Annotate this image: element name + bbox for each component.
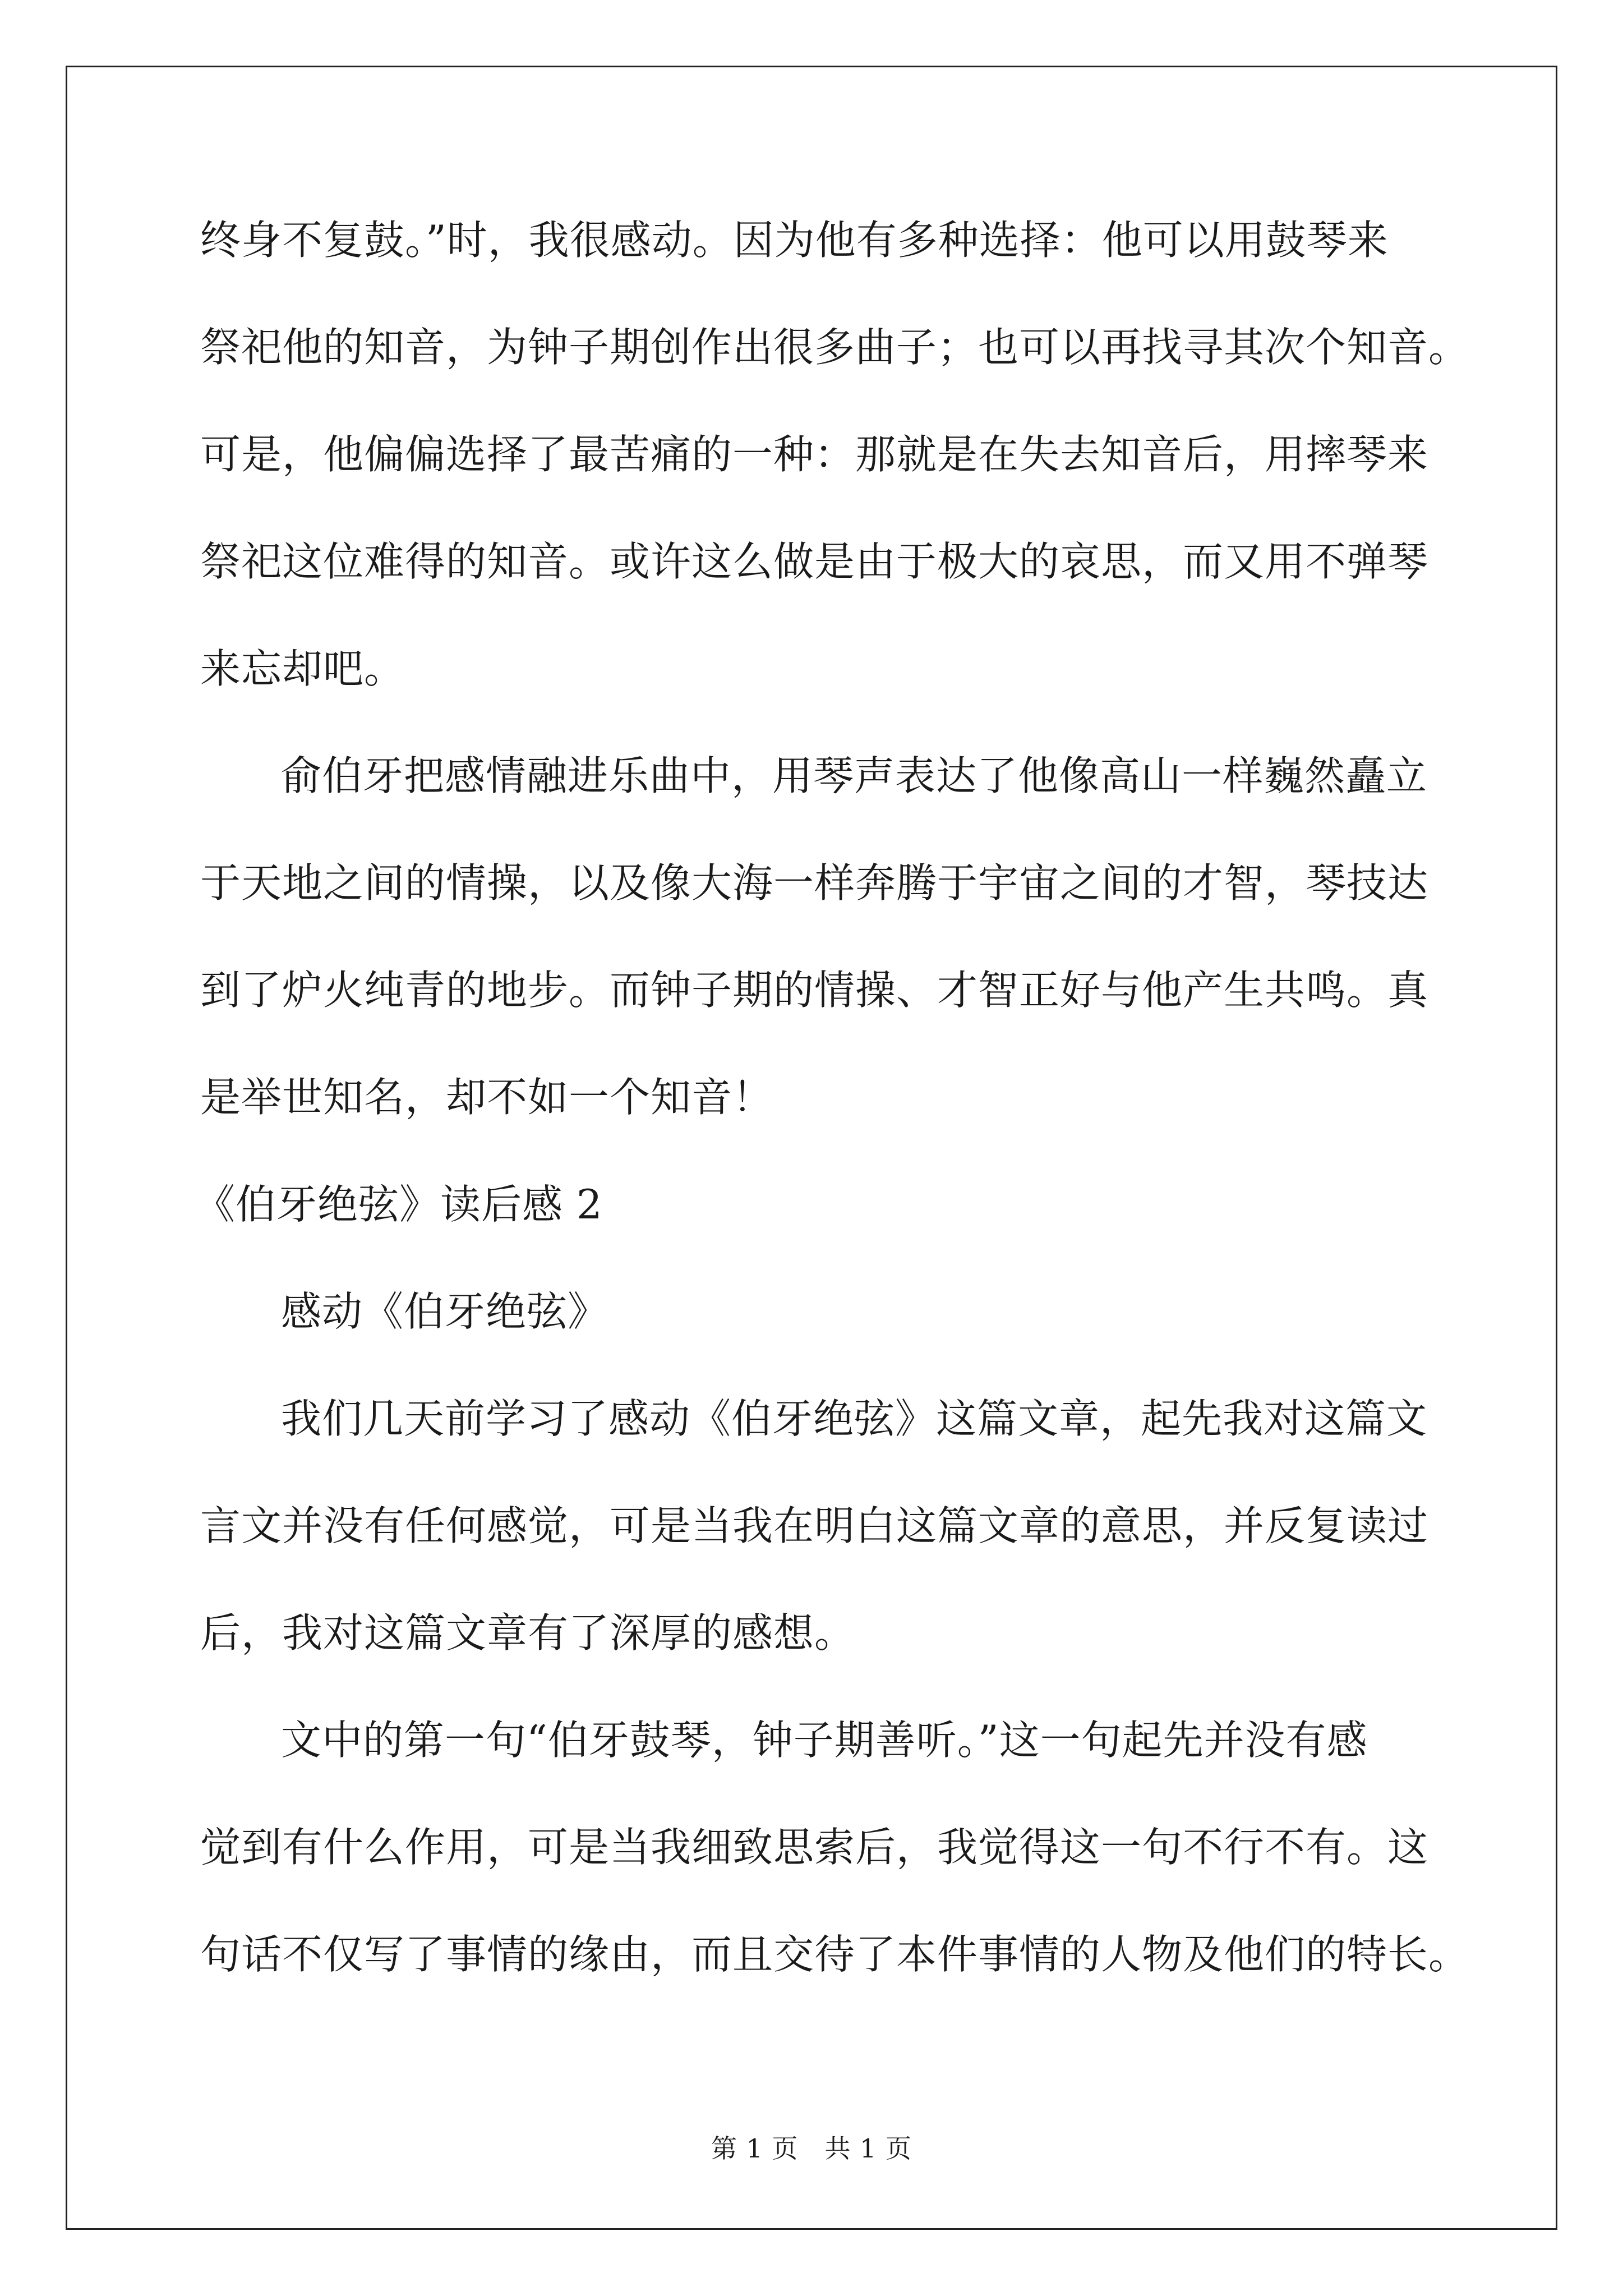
text-line: 来忘却吧。 — [200, 645, 405, 692]
text-line: 祭祀他的知音，为钟子期创作出很多曲子；也可以再找寻其次个知音。 — [200, 324, 1470, 371]
text-line: 祭祀这位难得的知音。或许这么做是由于极大的哀思，而又用不弹琴 — [200, 538, 1429, 585]
text-line: 于天地之间的情操，以及像大海一样奔腾于宇宙之间的才智，琴技达 — [200, 859, 1429, 907]
page-footer: 第 1 页 共 1 页 — [711, 2133, 912, 2164]
text-line: 觉到有什么作用，可是当我细致思索后，我觉得这一句不行不有。这 — [200, 1824, 1429, 1871]
text-line: 言文并没有任何感觉，可是当我在明白这篇文章的意思，并反复读过 — [200, 1502, 1429, 1549]
text-line: 可是，他偏偏选择了最苦痛的一种：那就是在失去知音后，用摔琴来 — [200, 431, 1429, 478]
text-line: 是举世知名，却不如一个知音！ — [200, 1074, 774, 1121]
article-title: 感动《伯牙绝弦》 — [281, 1288, 609, 1335]
text-line: 句话不仅写了事情的缘由，而且交待了本件事情的人物及他们的特长。 — [200, 1931, 1470, 1978]
section-heading: 《伯牙绝弦》读后感 2 — [195, 1181, 603, 1228]
document-body — [195, 213, 1470, 2035]
text-line: 后，我对这篇文章有了深厚的感想。 — [200, 1609, 856, 1657]
paragraph-start-line: 文中的第一句“伯牙鼓琴，钟子期善听。”这一句起先并没有感 — [281, 1717, 1368, 1764]
text-line: 到了炉火纯青的地步。而钟子期的情操、才智正好与他产生共鸣。真 — [200, 967, 1429, 1014]
text-line: 终身不复鼓。”时，我很感动。因为他有多种选择：他可以用鼓琴来 — [200, 217, 1389, 264]
paragraph-start-line: 俞伯牙把感情融进乐曲中，用琴声表达了他像高山一样巍然矗立 — [281, 752, 1428, 799]
paragraph-start-line: 我们几天前学习了感动《伯牙绝弦》这篇文章，起先我对这篇文 — [281, 1395, 1428, 1442]
